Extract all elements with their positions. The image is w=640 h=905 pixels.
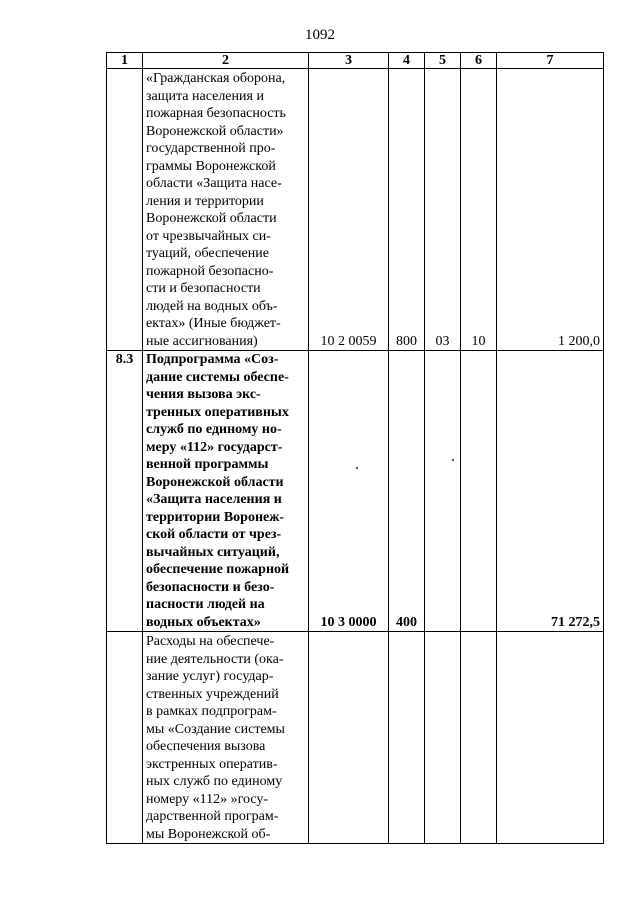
row-col6: 10	[461, 69, 497, 351]
row-name	[143, 632, 309, 844]
column-header: 2	[143, 53, 309, 69]
row-amount: 1 200,0	[497, 69, 604, 351]
row-index	[107, 69, 143, 351]
row-col4: 800	[389, 69, 425, 351]
row-code	[309, 632, 389, 844]
row-col4	[389, 632, 425, 844]
scan-speck	[356, 467, 358, 469]
row-col6	[461, 351, 497, 632]
column-header: 7	[497, 53, 604, 69]
row-code: 10 2 0059	[309, 69, 389, 351]
row-index	[107, 632, 143, 844]
row-name	[143, 351, 309, 632]
scan-speck	[452, 459, 454, 461]
column-header: 6	[461, 53, 497, 69]
row-col5	[425, 632, 461, 844]
page-number: 1092	[305, 27, 335, 43]
row-index: 8.3	[107, 351, 143, 632]
table-row	[107, 69, 604, 351]
column-header: 4	[389, 53, 425, 69]
row-col5: 03	[425, 69, 461, 351]
row-name-text: Расходы на обеспече- ние деятельности (ока- зание услуг) государ- ственных учреждений в рамках подпрограм- мы «Создание системы обеспечения вызова экстренных оператив- ных служб по единому номеру «112» »госу- дарственной програм- мы Воронежской об-	[146, 634, 285, 842]
column-header: 3	[309, 53, 389, 69]
row-amount: 71 272,5	[497, 351, 604, 632]
row-name-text: «Гражданская оборона, защита населения и пожарная безопасность Воронежской области» государственной про- граммы Воронежской области «Защита насе- ления и территории Воронежской области от чрезвычайных си- туаций, обеспечение пожарной безопасно- сти и безопасности людей на водных объ- ектах» (Иные бюджет- ные ассигнования)	[146, 71, 286, 349]
table-row	[107, 351, 604, 632]
row-name	[143, 69, 309, 351]
row-col6	[461, 632, 497, 844]
row-name-text: Подпрограмма «Соз- дание системы обеспе- чения вызова экс- тренных оперативных служб по единому но- меру «112» государст- венной программы Воронежской области «Защита населения и территории Воронеж- ской области от чрез- вычайных ситуаций, обеспечение пожарной безопасности и безо- пасности людей на водных объектах»	[146, 352, 290, 630]
row-col4: 400	[389, 351, 425, 632]
row-code: 10 3 0000	[309, 351, 389, 632]
budget-table	[106, 52, 604, 844]
row-amount	[497, 632, 604, 844]
table-row	[107, 632, 604, 844]
row-col5	[425, 351, 461, 632]
column-header: 1	[107, 53, 143, 69]
table-header-row	[107, 53, 604, 69]
column-header: 5	[425, 53, 461, 69]
